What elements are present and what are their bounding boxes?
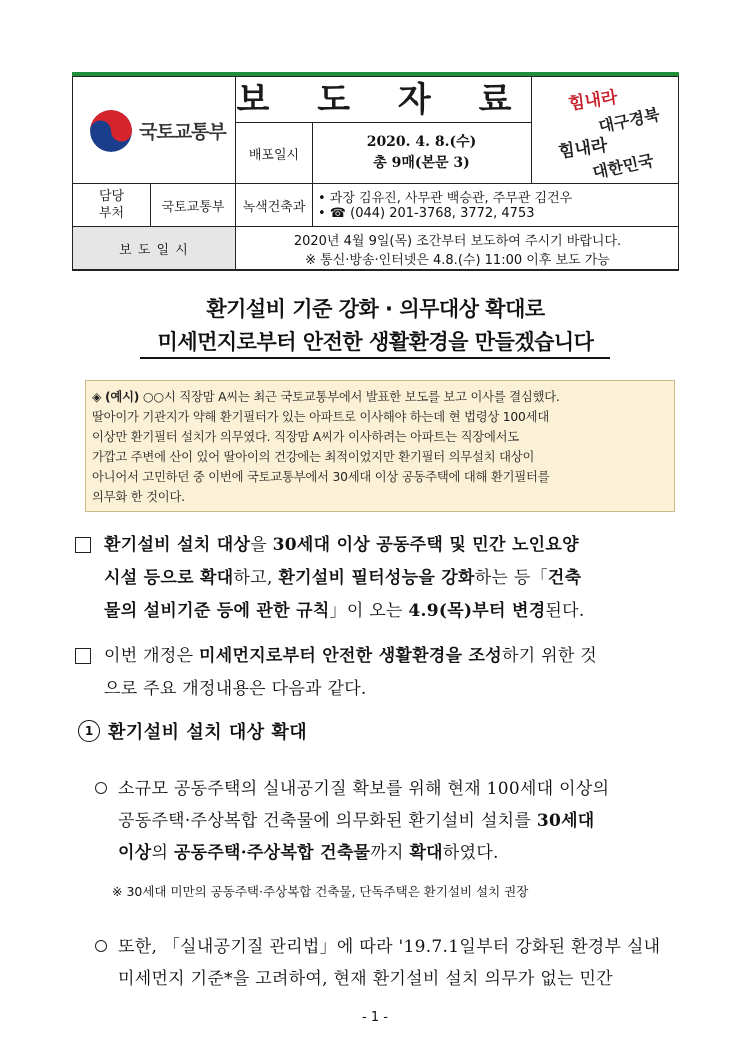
press-release-title: 보 도 자 료 <box>236 80 530 120</box>
distribution-info <box>313 123 530 183</box>
item1-text: 30세대 <box>536 811 595 831</box>
example-line-2: 딸아이가 기관지가 약해 환기필터가 있는 아파트로 이사해야 하는데 현 법령상 100세대 <box>92 410 550 424</box>
distribution-pages: 총 9매(본문 3) <box>373 155 470 171</box>
slogan-line-4: 대한민국 <box>590 150 656 183</box>
para1-line-3 <box>104 596 585 621</box>
example-line-6: 의무화 한 것이다. <box>92 490 185 504</box>
item1-line-2 <box>118 806 595 831</box>
example-line-4: 가깝고 주변에 산이 있어 딸아이의 건강에는 최적이었지만 환기필터 의무설치 대상이 <box>92 450 535 464</box>
para1-text: 물의 설비기준 등에 관한 규칙 <box>104 601 330 621</box>
table-col-divider-contact3 <box>312 183 313 226</box>
contact-people: • 과장 김유진, 사무관 백승관, 주무관 김건우 <box>318 191 573 206</box>
slogan-line-2: 대구경북 <box>596 104 662 137</box>
para1-text: 환기설비 설치 대상 <box>104 535 251 555</box>
item2-line-2: 미세먼지 기준*을 고려하여, 현재 환기설비 설치 의무가 없는 민간 <box>118 969 613 989</box>
para1-text: 시설 등으로 확대 <box>104 568 234 588</box>
item1-text: 이상 <box>118 843 152 863</box>
example-line-5: 아니어서 고민하던 중 이번에 국토교통부에서 30세대 이상 공동주택에 대해 환기필터를 <box>92 470 550 484</box>
bullet-circle-icon <box>95 940 107 952</box>
release-label: 보 도 일 시 <box>119 242 189 258</box>
slogan-line-3: 힘내라 <box>557 135 609 163</box>
para1-text: 을 <box>250 535 273 555</box>
table-border-top <box>72 76 679 77</box>
item1-line-3 <box>118 838 499 863</box>
para2-text: 하기 위한 것 <box>501 646 597 666</box>
para2-line-2: 으로 주요 개정내용은 다음과 같다. <box>104 679 367 699</box>
ministry-name: 국토교통부 <box>139 121 226 143</box>
para1-text: 환기설비 필터성능을 강화 <box>278 568 475 588</box>
example-line-3: 이상만 환기필터 설치가 의무였다. 직장맘 A씨가 이사하려는 아파트는 직장에서도 <box>92 430 519 444</box>
item1-text: 하였다. <box>442 843 499 863</box>
contact-label-line2: 부처 <box>98 206 125 221</box>
para1-text: 된다. <box>545 601 585 621</box>
note-line: ※ 30세대 미만의 공동주택·주상복합 건축물, 단독주택은 환기설비 설치 권장 <box>112 884 529 899</box>
bullet-circle-icon <box>95 782 107 794</box>
headline-underline <box>140 357 610 359</box>
item2-line-1: 또한, 「실내공기질 관리법」에 따라 '19.7.1일부터 강화된 환경부 실내 <box>118 937 661 957</box>
para1-text: 하고, <box>233 568 279 588</box>
example-label: (예시) <box>104 390 140 404</box>
para1-line-2 <box>104 563 581 588</box>
example-text-1: ○○시 직장맘 A씨는 최근 국토교통부에서 발표한 보도를 보고 이사를 결심했다. <box>142 390 560 404</box>
item1-text: 까지 <box>370 843 410 863</box>
distribution-date: 2020. 4. 8.(수) <box>366 134 477 150</box>
para2-text: 미세먼지로부터 안전한 생활환경을 조성 <box>199 646 502 666</box>
section-number-badge: 1 <box>78 720 100 742</box>
headline-line-1: 환기설비 기준 강화 · 의무대상 확대로 <box>206 297 545 321</box>
para2-line-1 <box>104 641 597 666</box>
item1-text: 공동주택·주상복합 건축물에 의무화된 환기설비 설치를 <box>118 811 537 831</box>
contact-label-line1: 담당 <box>98 189 125 204</box>
headline-line-2: 미세먼지로부터 안전한 생활환경을 만들겠습니다 <box>157 330 594 354</box>
contact-label <box>73 184 150 226</box>
contact-ministry: 국토교통부 <box>161 199 225 215</box>
item1-text: 공동주택·주상복합 건축물 <box>173 843 371 863</box>
example-marker: ◈ <box>92 390 102 404</box>
ministry-emblem-icon <box>90 110 132 152</box>
slogan-line-1: 힘내라 <box>567 87 619 115</box>
distribution-label: 배포일시 <box>248 147 300 163</box>
para1-text: 30세대 이상 공동주택 및 민간 노인요양 <box>272 535 579 555</box>
item1-text: 의 <box>151 843 174 863</box>
page-number: - 1 - <box>362 1010 388 1025</box>
para1-text: 하는 등「 <box>474 568 548 588</box>
table-border-bottom <box>72 269 679 271</box>
para1-text: 4.9(목)부터 변경 <box>408 601 546 621</box>
contact-phone: • ☎ (044) 201-3768, 3772, 4753 <box>318 206 535 221</box>
para1-text: 」이 오는 <box>329 601 409 621</box>
para1-text: 건축 <box>547 568 582 588</box>
contact-department: 녹색건축과 <box>242 199 306 215</box>
release-line-1: 2020년 4월 9일(목) 조간부터 보도하여 주시기 바랍니다. <box>293 234 622 249</box>
release-line-2: ※ 통신·방송·인터넷은 4.8.(수) 11:00 이후 보도 가능 <box>305 253 610 268</box>
example-line-1 <box>92 387 560 405</box>
section-title: 환기설비 설치 대상 확대 <box>108 722 308 743</box>
slogan-calligraphy <box>532 80 677 182</box>
para1-line-1 <box>104 530 579 555</box>
paragraph-checkbox-2 <box>75 648 91 664</box>
paragraph-checkbox-1 <box>75 537 91 553</box>
item1-text: 확대 <box>409 843 443 863</box>
para2-text: 이번 개정은 <box>104 646 200 666</box>
item1-line-1: 소규모 공동주택의 실내공기질 확보를 위해 현재 100세대 이상의 <box>118 779 610 799</box>
